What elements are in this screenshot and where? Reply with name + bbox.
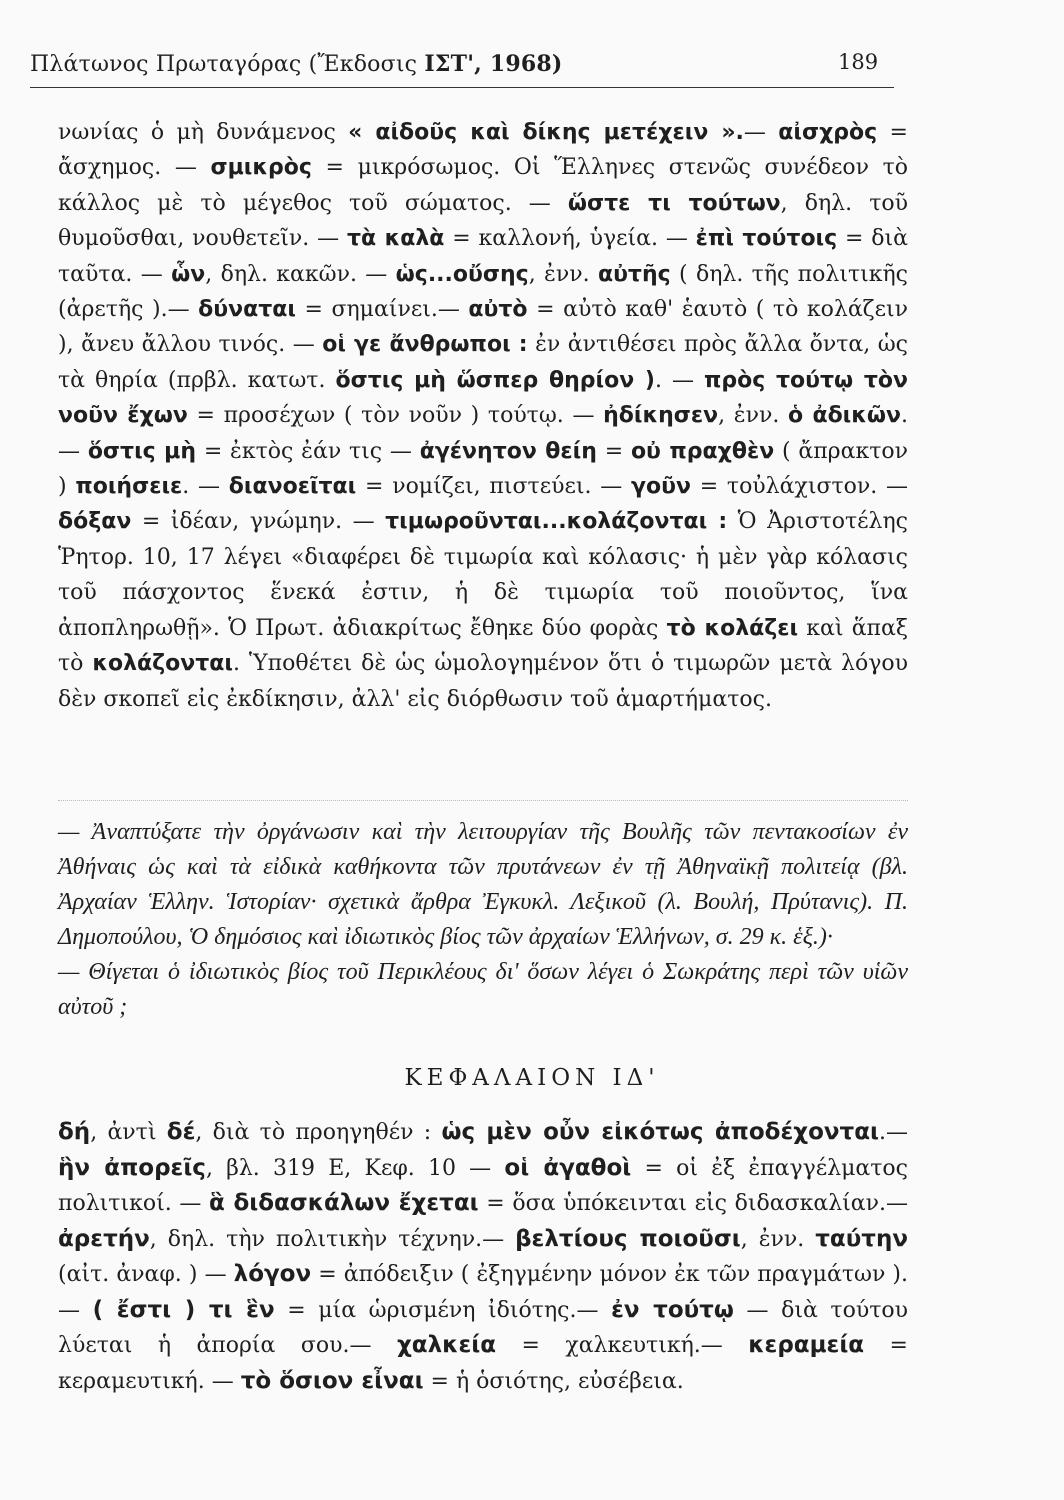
gloss-text: , ἐνν. — [528, 261, 598, 287]
gloss-text: ( δηλ. τῆς πολιτικῆς (ἀρετῆς ).— — [58, 261, 909, 323]
gloss-text: = διὰ ταῦτα. — — [58, 226, 908, 287]
lemma: δόξαν — [58, 509, 132, 535]
gloss-text: = ἀπόδειξιν ( ἐξηγμένην μόνον ἐκ τῶν πραγμάτων ). — — [58, 1262, 908, 1323]
commentary-block-1 — [58, 115, 908, 717]
lemma: κεραμεία — [748, 1332, 865, 1358]
question-1: — Ἀναπτύξατε τὴν ὀργάνωσιν καὶ τὴν λειτουργίαν τῆς Βουλῆς τῶν πεντακοσίων ἐν Ἀθήναις ὡς καὶ τὰ εἰδικὰ καθήκοντα τῶν πρυτάνεων ἐν τῇ Ἀθηναϊκῇ πολιτείᾳ (βλ. Ἀρχαίαν Ἑλλην. Ἱστορίαν· σχετικὰ ἄρθρα Ἐγκυκλ. Λεξικοῦ (λ. Βουλή, Πρύτανις). Π. Δημοπούλου, Ὁ δημόσιος καὶ ἰδιωτικὸς βίος τῶν ἀρχαίων Ἑλλήνων, σ. 29 κ. ἑξ.)· — [58, 819, 908, 950]
lemma: ταύτην — [815, 1225, 908, 1252]
gloss-text: = ἰδέαν, γνώμην. — — [131, 509, 386, 535]
gloss-text: , ἀντὶ — [90, 1120, 167, 1145]
gloss-text: , δηλ. κακῶν. — — [205, 261, 396, 287]
lemma: ὡς μὲν οὖν εἰκότως ἀποδέχονται — [441, 1119, 879, 1145]
gloss-text: = νομίζει, πιστεύει. — — [356, 474, 631, 500]
gloss-text: = αὐτὸ καθ' ἑαυτὸ ( τὸ κολάζειν ), ἄνευ ἄλλου τινός. — — [58, 297, 908, 358]
commentary-block-2 — [58, 1115, 908, 1399]
gloss-text: .— — [879, 1120, 908, 1145]
lemma: πρὸς τούτῳ τὸν νοῦν ἔχων — [58, 367, 909, 429]
gloss-text: = ἄσχημος. — — [58, 120, 908, 181]
gloss-text: , βλ. 319 Ε, Κεφ. 10 — — [205, 1155, 505, 1181]
lemma: οὐ πραχθὲν — [630, 438, 775, 464]
gloss-text: . — — [654, 367, 704, 393]
lemma: κολάζονται — [92, 651, 233, 677]
question-2: — Θίγεται ὁ ἰδιωτικὸς βίος τοῦ Περικλέους δι' ὅσων λέγει ὁ Σωκράτης περὶ τῶν υἱῶν αὐτοῦ ; — [58, 959, 908, 1020]
lemma: ἠδίκησεν — [603, 403, 719, 429]
lemma: διανοεῖται — [228, 474, 357, 500]
lemma: ὥστε τι τούτων — [567, 190, 781, 216]
lemma: οἱ ἀγαθοὶ — [504, 1154, 632, 1181]
gloss-text: = τοὐλάχιστον. — — [690, 474, 908, 500]
lemma: δέ — [166, 1119, 196, 1145]
gloss-text: = ἐκτὸς ἐάν τις — — [196, 438, 420, 464]
gloss-text: — — [743, 120, 779, 145]
lemma: ἀγένητον θείη — [419, 438, 597, 464]
gloss-text: = — [596, 438, 631, 464]
gloss-text: ( ἄπρακτον ) — [58, 438, 909, 500]
lemma: αἰσχρὸς — [778, 120, 878, 145]
gloss-text: (αἰτ. ἀναφ. ) — — [58, 1262, 234, 1287]
lemma: ὡς...οὔσης — [395, 261, 529, 287]
page-number: 189 — [838, 50, 879, 74]
gloss-text: = κεραμευτική. — — [58, 1333, 908, 1394]
gloss-text: νωνίας ὁ μὴ δυνάμενος — [58, 120, 349, 145]
lemma: οἱ γε ἄνθρωποι : — [322, 332, 528, 358]
gloss-text: . — — [182, 474, 229, 500]
gloss-text: , δηλ. τὴν πολιτικὴν τέχνην.— — [149, 1226, 516, 1252]
gloss-text: καὶ ἅπαξ τὸ — [58, 615, 908, 677]
header-edition: ΙΣΤ', 1968) — [424, 51, 563, 77]
lemma: δή — [58, 1119, 91, 1145]
gloss-text: = ἡ ὁσιότης, εὐσέβεια. — [423, 1368, 684, 1394]
gloss-text: , διὰ τὸ προηγηθέν : — [195, 1120, 442, 1145]
lemma: ἃ διδασκάλων ἔχεται — [208, 1190, 479, 1216]
gloss-text: = καλλονή, ὑγεία. — — [444, 226, 696, 252]
lemma: αὐτὸ — [468, 297, 528, 323]
lemma: βελτίους ποιοῦσι — [515, 1225, 741, 1252]
lemma: ὅστις μὴ — [87, 438, 197, 464]
lemma: « αἰδοῦς καὶ δίκης μετέχειν ». — [348, 120, 744, 145]
lemma: ἀρετήν — [58, 1225, 150, 1252]
gloss-text: , ἐνν. — [740, 1226, 816, 1252]
study-questions — [58, 815, 908, 1025]
lemma: ὧν — [171, 261, 206, 287]
lemma: χαλκεία — [396, 1332, 497, 1358]
gloss-text: , δηλ. τοῦ θυμοῦσθαι, νουθετεῖν. — — [58, 190, 908, 252]
lemma: ἣν ἀπορεῖς — [58, 1154, 206, 1181]
gloss-text: . Ὑποθέτει δὲ ὡς ὡμολογημένον ὅτι ὁ τιμωρῶν μετὰ λόγου δὲν σκοπεῖ εἰς ἐκδίκησιν, ἀλλ' εἰς διόρθωσιν τοῦ ἁμαρτήματος. — [58, 651, 908, 712]
lemma: ἐπὶ τούτοις — [695, 226, 838, 252]
gloss-text: , ἐνν. — [718, 403, 789, 429]
lemma: τὸ ὅσιον εἶναι — [240, 1367, 424, 1394]
lemma: τὸ κολάζει — [666, 615, 799, 641]
gloss-text: = χαλκευτική.— — [496, 1333, 749, 1358]
gloss-text: = μικρόσωμος. Οἱ Ἕλληνες στενῶς συνέδεον τὸ κάλλος μὲ τὸ μέγεθος τοῦ σώματος. — — [58, 155, 908, 216]
lemma: λόγον — [233, 1261, 312, 1287]
lemma: δύναται — [198, 297, 296, 323]
lemma: τιμωροῦνται...κολάζονται : — [385, 509, 728, 535]
header-title: Πλάτωνος Πρωταγόρας (Ἔκδοσις — [30, 52, 425, 77]
lemma: ὁ ἀδικῶν — [788, 403, 901, 429]
gloss-text: = προσέχων ( τὸν νοῦν ) τούτῳ. — — [187, 403, 604, 429]
lemma: ( ἔστι ) τι ἓν — [92, 1296, 275, 1323]
gloss-text: = μία ὡρισμένη ἰδιότης.— — [274, 1297, 612, 1323]
chapter-heading: ΚΕΦΑΛΑΙΟΝ ΙΔ' — [404, 1065, 660, 1091]
lemma: γοῦν — [631, 474, 691, 500]
lemma: τὰ καλὰ — [346, 226, 445, 252]
gloss-text: . — — [58, 403, 908, 464]
lemma: αὐτῆς — [597, 261, 671, 287]
lemma: ἐν τούτῳ — [611, 1296, 734, 1323]
running-header — [30, 50, 894, 88]
lemma: ὅστις μὴ ὥσπερ θηρίον ) — [335, 367, 655, 393]
section-divider — [58, 800, 908, 801]
gloss-text: Ὁ Ἀριστοτέλης Ῥητορ. 10, 17 λέγει «διαφέρει δὲ τιμωρία καὶ κόλασις· ἡ μὲν γὰρ κόλασις τοῦ πάσχοντος ἕνεκά ἐστιν, ἡ δὲ τιμωρία τοῦ ποιοῦντος, ἵνα ἀποπληρωθῇ». Ὁ Πρωτ. ἀδιακρίτως ἔθηκε δύο φορὰς — [58, 509, 908, 641]
lemma: ποιήσειε — [75, 474, 183, 500]
gloss-text: = σημαίνει.— — [295, 297, 469, 323]
gloss-text: — διὰ τούτου λύεται ἡ ἀπορία σου.— — [58, 1297, 909, 1358]
gloss-text: ἐν ἀντιθέσει πρὸς ἄλλα ὄντα, ὡς τὰ θηρία (πρβλ. κατωτ. — [58, 332, 908, 393]
gloss-text: = οἱ ἐξ ἐπαγγέλματος πολιτικοί. — — [58, 1155, 908, 1216]
lemma: σμικρὸς — [210, 155, 312, 181]
gloss-text: = ὅσα ὑπόκεινται εἰς διδασκαλίαν.— — [478, 1191, 909, 1216]
